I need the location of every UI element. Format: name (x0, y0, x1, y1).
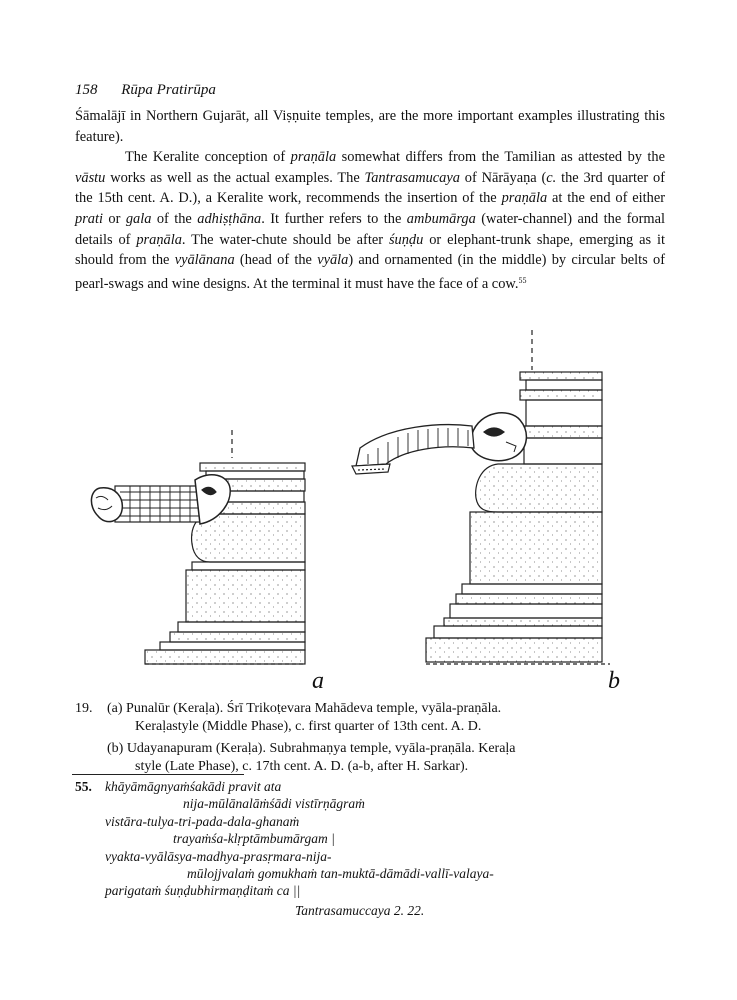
running-head-title: Rūpa Pratirūpa (121, 82, 216, 98)
caption-b-line-2: style (Late Phase), c. 17th cent. A. D. (a-b, after H. Sarkar). (135, 759, 469, 774)
caption-number: 19. (75, 701, 93, 716)
footnote-line-1: khāyāmāgnyaṁśakādi pravit ata (105, 779, 282, 794)
footnote-55 (75, 778, 665, 919)
figure-caption (75, 700, 675, 776)
footnote-source: Tantrasamuccaya 2. 22. (295, 902, 425, 918)
drawing-b (352, 330, 610, 664)
page-number: 158 (75, 82, 98, 98)
footnote-line-5: vyakta-vyālāsya-madhya-prasṛmara-nija- (105, 848, 332, 864)
main-text (75, 106, 665, 294)
caption-a-line-2: Keraḷastyle (Middle Phase), c. first quarter of 13th cent. A. D. (135, 719, 482, 734)
figure-pranala-drawings (60, 330, 680, 700)
drawing-a-label: a (312, 668, 324, 694)
drawing-a (91, 430, 305, 664)
footnote-line-2: nija-mūlānalāṁśādi vistīrṇāgraṁ (183, 796, 365, 812)
running-header (75, 82, 216, 99)
footnote-line-6: mūlojjvalaṁ gomukhaṁ tan-muktā-dāmādi-vallī-valaya- (187, 866, 494, 882)
footnote-line-7: parigataṁ śuṇḍubhirmaṇḍitaṁ ca || (105, 883, 301, 899)
footnote-line-4: trayaṁśa-klṛptāmbumārgam | (173, 831, 335, 847)
caption-b-line-1: (b) Udayanapuram (Keraḷa). Subrahmaṇya temple, vyāla-praṇāla. Keraḷa (107, 741, 516, 756)
footnote-line-3: vistāra-tulya-tri-pada-dala-ghanaṁ (105, 813, 300, 829)
drawing-b-label: b (608, 668, 620, 694)
paragraph-1: Śāmalājī in Northern Gujarāt, all Viṣṇuite temples, are the more important examples illustrating this feature). (75, 108, 665, 145)
caption-a-line-1: (a) Punalūr (Keraḷa). Śrī Trikoṭevara Mahādeva temple, vyāla-praṇāla. (107, 701, 502, 716)
footnote-number: 55. (75, 779, 92, 794)
footnote-ref: 55 (518, 275, 527, 285)
paragraph-2: The Keralite conception of praṇāla somewhat differs from the Tamilian as attested by the vāstu works as well as the actual examples. The Tantrasamucaya of Nārāyaṇa (c. the 3rd quarter of the 15th cent. A. D.), a Keralite work, recommends the insertion of the praṇāla at the end of either prati or gala of the adhiṣṭhāna. It further refers to the ambumārga (water-channel) and the formal details of praṇāla. The water-chute should be after śuṇḍu or elephant-trunk shape, emerging as it should from the vyālānana (head of the vyāla) and ornamented (in the middle) by circular belts of pearl-swags and wine designs. At the terminal it must have the face of a cow.$^{55}$ (75, 149, 666, 292)
footnote-rule (72, 774, 244, 775)
